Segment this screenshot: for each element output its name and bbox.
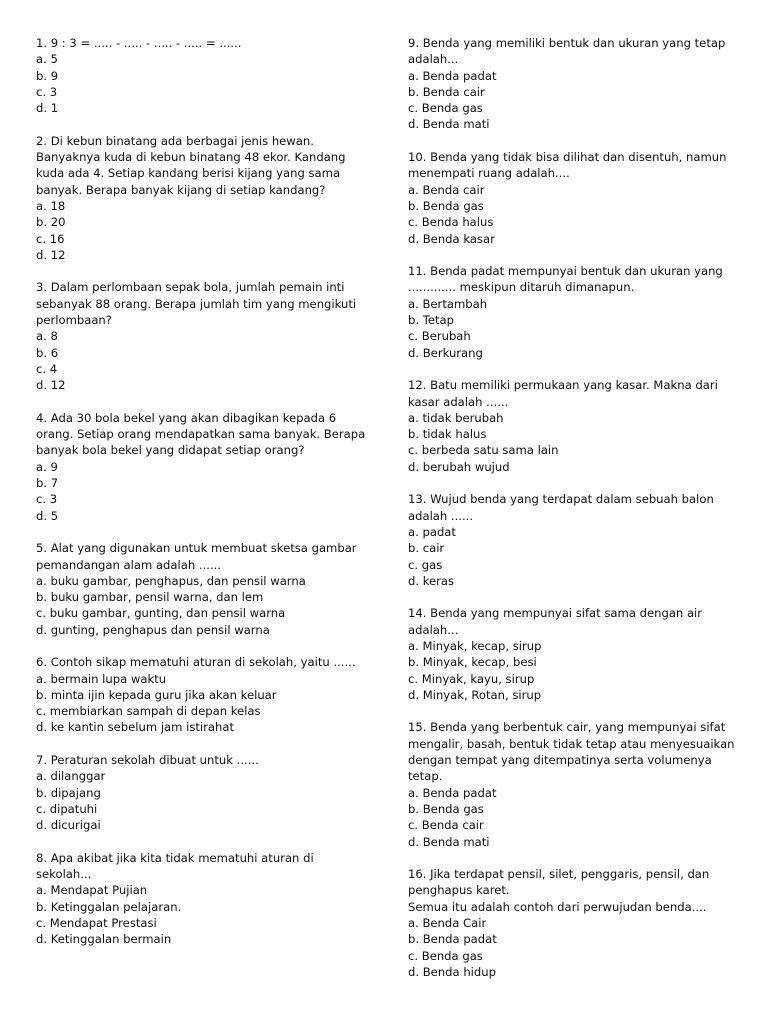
question-13 bbox=[408, 491, 738, 589]
question-4 bbox=[36, 410, 372, 524]
option-c: c. Benda gas bbox=[408, 948, 483, 963]
option-b: b. Tetap bbox=[408, 313, 454, 328]
option-b: b. 7 bbox=[36, 476, 59, 491]
option-d: d. Benda mati bbox=[408, 834, 490, 849]
question-text: 14. Benda yang mempunyai sifat sama dengan air adalah... bbox=[408, 606, 706, 637]
option-c: c. 3 bbox=[36, 492, 58, 507]
option-a: a. 8 bbox=[36, 329, 58, 344]
option-b: b. Benda gas bbox=[408, 801, 484, 816]
option-d: d. 12 bbox=[36, 378, 66, 393]
option-a: a. tidak berubah bbox=[408, 410, 504, 425]
option-c: c. Minyak, kayu, sirup bbox=[408, 671, 535, 686]
question-text: 16. Jika terdapat pensil, silet, penggaris, pensil, dan penghapus karet. Semua itu adalah contoh dari perwujudan benda.... bbox=[408, 867, 710, 914]
option-a: a. padat bbox=[408, 524, 456, 539]
option-b: b. cair bbox=[408, 541, 445, 556]
option-d: d. ke kantin sebelum jam istirahat bbox=[36, 720, 235, 735]
question-8 bbox=[36, 850, 372, 948]
option-a: a. Benda padat bbox=[408, 785, 497, 800]
option-d: d. 1 bbox=[36, 101, 59, 116]
option-b: b. buku gambar, pensil warna, dan lem bbox=[36, 590, 264, 605]
option-b: b. 9 bbox=[36, 68, 59, 83]
option-d: d. Benda kasar bbox=[408, 231, 495, 246]
question-text: 10. Benda yang tidak bisa dilihat dan disentuh, namun menempati ruang adalah.... bbox=[408, 150, 731, 181]
question-text: 9. Benda yang memiliki bentuk dan ukuran yang tetap adalah... bbox=[408, 36, 730, 67]
option-c: c. Berubah bbox=[408, 329, 471, 344]
option-c: c. berbeda satu sama lain bbox=[408, 443, 559, 458]
question-9 bbox=[408, 35, 738, 133]
question-1 bbox=[36, 35, 372, 116]
option-c: c. Mendapat Prestasi bbox=[36, 916, 157, 931]
option-d: d. gunting, penghapus dan pensil warna bbox=[36, 622, 270, 637]
option-a: a. bermain lupa waktu bbox=[36, 671, 167, 686]
option-a: a. Benda Cair bbox=[408, 916, 487, 931]
option-a: a. Benda cair bbox=[408, 182, 485, 197]
question-text: 6. Contoh sikap mematuhi aturan di sekolah, yaitu ...... bbox=[36, 655, 356, 670]
option-c: c. dipatuhi bbox=[36, 801, 98, 816]
question-text: 5. Alat yang digunakan untuk membuat sketsa gambar pemandangan alam adalah ...... bbox=[36, 541, 361, 572]
question-14 bbox=[408, 605, 738, 703]
option-b: b. tidak halus bbox=[408, 427, 487, 442]
option-a: a. dilanggar bbox=[36, 769, 106, 784]
question-15 bbox=[408, 719, 738, 849]
option-d: d. Berkurang bbox=[408, 345, 483, 360]
option-a: a. Mendapat Pujian bbox=[36, 883, 148, 898]
option-c: c. membiarkan sampah di depan kelas bbox=[36, 704, 261, 719]
option-c: c. buku gambar, gunting, dan pensil warna bbox=[36, 606, 286, 621]
option-d: d. dicurigai bbox=[36, 818, 101, 833]
question-text: 8. Apa akibat jika kita tidak mematuhi aturan di sekolah... bbox=[36, 850, 318, 882]
option-c: c. 4 bbox=[36, 361, 58, 376]
question-12 bbox=[408, 377, 738, 475]
option-b: b. 20 bbox=[36, 215, 66, 230]
question-text: 7. Peraturan sekolah dibuat untuk ...... bbox=[36, 753, 259, 768]
question-5 bbox=[36, 540, 372, 638]
option-b: b. Ketinggalan pelajaran. bbox=[36, 899, 182, 914]
option-d: d. Minyak, Rotan, sirup bbox=[408, 687, 542, 702]
option-a: a. 18 bbox=[36, 198, 66, 213]
option-d: d. Benda mati bbox=[408, 117, 490, 132]
question-7 bbox=[36, 752, 372, 833]
option-d: d. 12 bbox=[36, 247, 66, 262]
question-text: 11. Benda padat mempunyai bentuk dan ukuran yang ............. meskipun ditaruh dimanapun. bbox=[408, 264, 727, 295]
option-a: a. Bertambah bbox=[408, 296, 488, 311]
option-d: d. berubah wujud bbox=[408, 459, 510, 474]
option-c: c. Benda cair bbox=[408, 818, 484, 833]
option-a: a. Minyak, kecap, sirup bbox=[408, 638, 542, 653]
option-a: a. 9 bbox=[36, 459, 58, 474]
option-b: b. minta ijin kepada guru jika akan keluar bbox=[36, 687, 277, 702]
option-b: b. 6 bbox=[36, 345, 59, 360]
question-6 bbox=[36, 654, 372, 735]
option-b: b. Benda cair bbox=[408, 84, 485, 99]
option-a: a. 5 bbox=[36, 52, 58, 67]
question-2 bbox=[36, 133, 372, 263]
question-11 bbox=[408, 263, 738, 361]
option-d: d. 5 bbox=[36, 508, 59, 523]
question-text: 1. 9 : 3 = ..... - ..... - ..... - ..... = ...... bbox=[36, 36, 242, 50]
question-text: 3. Dalam perlombaan sepak bola, jumlah pemain inti sebanyak 88 orang. Berapa jumlah tim yang mengikuti perlombaan? bbox=[36, 280, 360, 328]
question-text: 12. Batu memiliki permukaan yang kasar. Makna dari kasar adalah ...... bbox=[408, 378, 722, 409]
option-c: c. Benda gas bbox=[408, 101, 483, 116]
option-a: a. Benda padat bbox=[408, 68, 497, 83]
right-column bbox=[408, 35, 738, 997]
question-text: 13. Wujud benda yang terdapat dalam sebuah balon adalah ...... bbox=[408, 492, 718, 523]
option-c: c. Benda halus bbox=[408, 215, 494, 230]
question-text: 15. Benda yang berbentuk cair, yang mempunyai sifat mengalir, basah, bentuk tidak tetap atau menyesuaikan dengan tempat yang ditempatinya serta volumenya tetap. bbox=[408, 720, 739, 784]
option-b: b. dipajang bbox=[36, 785, 101, 800]
left-column bbox=[36, 35, 372, 964]
option-b: b. Benda padat bbox=[408, 932, 497, 947]
question-text: 2. Di kebun binatang ada berbagai jenis hewan. Banyaknya kuda di kebun binatang 48 ekor. Kandang kuda ada 4. Setiap kandang berisi kijang yang sama banyak. Berapa banyak kijang di setiap kandang? bbox=[36, 133, 350, 197]
option-a: a. buku gambar, penghapus, dan pensil warna bbox=[36, 573, 306, 588]
question-10 bbox=[408, 149, 738, 247]
option-c: c. gas bbox=[408, 557, 443, 572]
question-3 bbox=[36, 279, 372, 393]
option-c: c. 16 bbox=[36, 231, 65, 246]
option-d: d. Ketinggalan bermain bbox=[36, 932, 172, 947]
option-b: b. Minyak, kecap, besi bbox=[408, 655, 537, 670]
option-d: d. keras bbox=[408, 573, 455, 588]
option-c: c. 3 bbox=[36, 84, 58, 99]
question-16 bbox=[408, 866, 738, 980]
question-text: 4. Ada 30 bola bekel yang akan dibagikan kepada 6 orang. Setiap orang mendapatkan sama banyak. Berapa banyak bola bekel yang didapat setiap orang? bbox=[36, 410, 369, 458]
option-d: d. Benda hidup bbox=[408, 964, 496, 979]
option-b: b. Benda gas bbox=[408, 198, 484, 213]
